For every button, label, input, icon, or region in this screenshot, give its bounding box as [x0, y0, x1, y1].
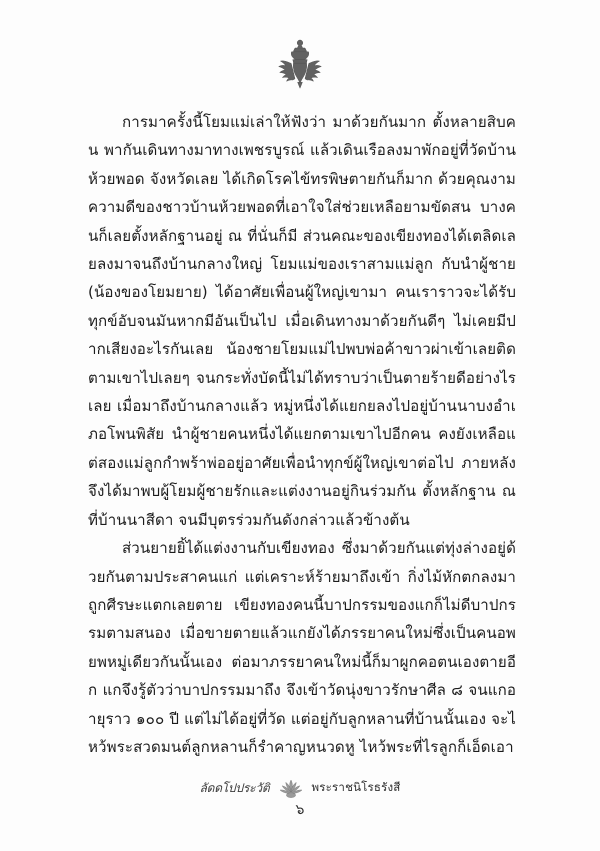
footer-right-text: พระราชนิโรธรังสี — [311, 780, 401, 794]
emblem-container — [0, 38, 600, 90]
document-body — [88, 108, 516, 761]
page-number: ๖ — [295, 802, 305, 818]
paragraph-1: การมาครั้งนี้โยมแม่เล่าให้ฟังว่า มาด้วยกันมาก ตั้งหลายสิบคน พากันเดินทางมาทางเพชรบูรณ์ แล้วเดินเรือลงมาพักอยู่ที่วัดบ้านห้วยพอด จังหวัดเลย ได้เกิดโรคไข้ทรพิษตายกันก็มาก ด้วยคุณงามความดีของชาวบ้านห้วยพอดที่เอาใจใส่ช่วยเหลือยามขัดสน บางคนก็เลยตั้งหลักฐานอยู่ ณ ที่นั่นก็มี ส่วนคณะของเขียงทองได้เตลิดเลยลงมาจนถึงบ้านกลางใหญ่ โยมแม่ของเราสามแม่ลูก กับนำผู้ชาย (น้องของโยมยาย) ได้อาศัยเพื่อนผู้ใหญ่เขามา คนเราราวจะได้รับทุกข์อับจนมันหากมีอันเป็นไป เมื่อเดินทางมาด้วยกันดีๆ ไม่เคยมีปากเสียงอะไรกันเลย น้องชายโยมแม่ไปพบพ่อค้าขาวผ่าเข้าเลยติดตามเขาไปเลยๆ จนกระทั่งบัดนี้ไม่ได้ทราบว่าเป็นตายร้ายดีอย่างไรเลย เมื่อมาถึงบ้านกลางแล้ว หมู่หนึ่งได้แยกยลงไปอยู่บ้านนาบงอำเภอโพนพิสัย นำผู้ชายคนหนึ่งได้แยกตามเขาไปอีกคน คงยังเหลือแต่สองแม่ลูกกำพร้าพ่ออยู่อาศัยเพื่อนำทุกข์ผู้ใหญ่เขาต่อไป ภายหลังจึงได้มาพบผู้โยมผู้ชายรักและแต่งงานอยู่กินร่วมกัน ตั้งหลักฐาน ณ ที่บ้านนาสีดา จนมีบุตรร่วมกันดังกล่าวแล้วข้างต้น — [88, 113, 516, 529]
lotus-icon — [276, 777, 306, 799]
garuda-emblem-icon — [277, 38, 323, 90]
footer-left-text: ลัดดโปประวัติ — [199, 780, 270, 795]
page-footer — [0, 777, 600, 799]
paragraph-2: ส่วนยายยิ้ได้แต่งงานกับเขียงทอง ซึ่งมาด้วยกันแต่ทุ่งล่างอยู่ด้วยกันตามประสาคนแก่ แต่เคราะห์ร้ายมาถึงเข้า กิ่งไม้หักตกลงมาถูกศีรษะแตกเลยตาย เขียงทองคนนี้บาปกรรมของแกก็ไม่ดีบาปกรรมตามสนอง เมื่อขายตายแล้วแกยังได้ภรรยาคนใหม่ซึ่งเป็นคนอพยพหมู่เดียวกันนั้นเอง ต่อมาภรรยาคนใหม่นี้ก็มาผูกคอตนเองตายอีก แกจึงรู้ตัวว่าบาปกรรมมาถึง จึงเข้าวัดนุ่งขาวรักษาศีล ๘ จนแกอายุราว ๑๐๐ ปี แต่ไม่ได้อยู่ที่วัด แต่อยู่กับลูกหลานที่บ้านนั้นเอง จะไหว้พระสวดมนต์ลูกหลานก็รำคาญหนวดหู ไหว้พระที่ไรลูกก็เอ็ดเอา — [88, 539, 516, 756]
